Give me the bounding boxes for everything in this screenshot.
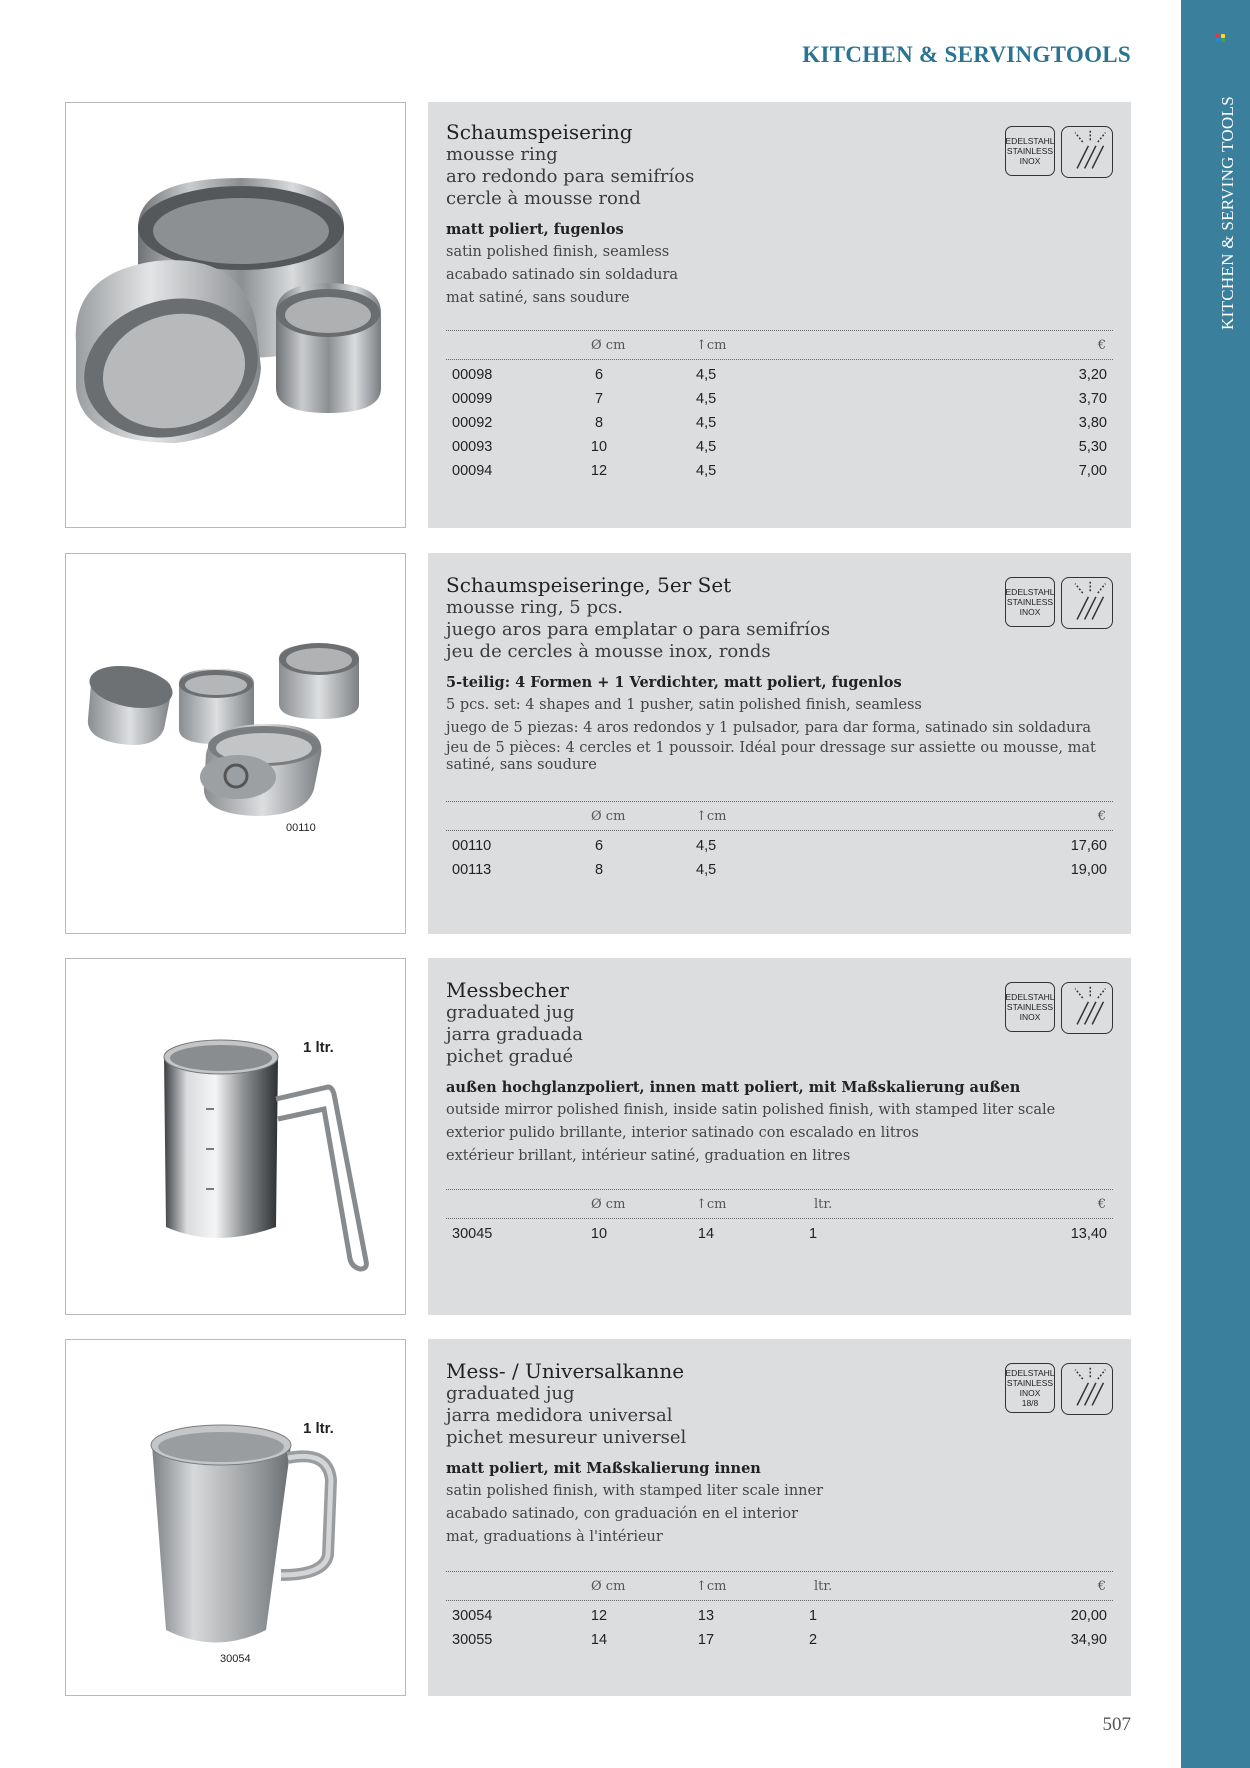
price-table xyxy=(446,801,1113,881)
page-number: 507 xyxy=(1102,1714,1131,1735)
product-desc-es: juego de 5 piezas: 4 aros redondos y 1 pulsador, para dar forma, satinado sin soldadura xyxy=(446,720,1092,736)
table-row: 00098 6 4,5 3,20 xyxy=(452,367,1107,383)
product-image-measuring-cup xyxy=(65,958,406,1315)
stainless-steel-badge: EDELSTAHL STAINLESS INOX xyxy=(1005,126,1055,176)
header-liter: ltr. xyxy=(814,1197,833,1212)
product-desc-fr: mat, graduations à l'intérieur xyxy=(446,1529,663,1545)
product-panel-mousse-ring-set xyxy=(428,553,1131,934)
table-header xyxy=(446,1189,1113,1219)
table-row: 30054 12 13 1 20,00 xyxy=(452,1608,1107,1624)
header-diameter: Ø cm xyxy=(591,1197,626,1212)
table-row: 30055 14 17 2 34,90 xyxy=(452,1632,1107,1648)
product-desc-de: matt poliert, fugenlos xyxy=(446,221,624,238)
header-price: € xyxy=(1097,1197,1106,1212)
image-code-label: 00110 xyxy=(286,822,316,834)
header-price: € xyxy=(1097,338,1106,353)
product-title-es: juego aros para emplatar o para semifríos xyxy=(446,619,831,640)
side-section-label: KITCHEN & SERVING TOOLS xyxy=(1218,96,1237,330)
product-title-es: aro redondo para semifríos xyxy=(446,166,695,187)
table-row: 00113 8 4,5 19,00 xyxy=(452,862,1107,878)
header-height: ↑cm xyxy=(696,809,727,824)
table-header xyxy=(446,1571,1113,1601)
product-desc-en: satin polished finish, with stamped liter scale inner xyxy=(446,1483,824,1499)
product-title: Messbecher xyxy=(446,978,569,1002)
header-liter: ltr. xyxy=(814,1579,833,1594)
side-strip xyxy=(1181,0,1250,1768)
product-desc-de: außen hochglanzpoliert, innen matt poliert, mit Maßskalierung außen xyxy=(446,1079,1021,1096)
header-price: € xyxy=(1097,1579,1106,1594)
product-desc-es: acabado satinado, con graduación en el interior xyxy=(446,1506,799,1522)
product-title: Schaumspeiseringe, 5er Set xyxy=(446,573,732,597)
stainless-steel-badge: EDELSTAHL STAINLESS INOX xyxy=(1005,982,1055,1032)
product-image-universal-jug xyxy=(65,1339,406,1696)
product-title: Mess- / Universalkanne xyxy=(446,1359,685,1383)
product-title-en: graduated jug xyxy=(446,1383,575,1404)
product-desc-es: exterior pulido brillante, interior satinado con escalado en litros xyxy=(446,1125,919,1141)
product-title: Schaumspeisering xyxy=(446,120,633,144)
color-marks xyxy=(1216,34,1226,42)
product-title-en: mousse ring xyxy=(446,144,558,165)
product-desc-en: 5 pcs. set: 4 shapes and 1 pusher, satin polished finish, seamless xyxy=(446,697,922,713)
header-diameter: Ø cm xyxy=(591,809,626,824)
product-title-es: jarra medidora universal xyxy=(446,1405,673,1426)
product-image-mousse-ring-set xyxy=(65,553,406,934)
header-diameter: Ø cm xyxy=(591,338,626,353)
product-title-en: mousse ring, 5 pcs. xyxy=(446,597,624,618)
product-panel-measuring-cup xyxy=(428,958,1131,1315)
capacity-label: 1 ltr. xyxy=(303,1420,334,1437)
product-title-fr: cercle à mousse rond xyxy=(446,188,641,209)
header-height: ↑cm xyxy=(696,1197,727,1212)
table-row: 30045 10 14 1 13,40 xyxy=(452,1226,1107,1242)
header-diameter: Ø cm xyxy=(591,1579,626,1594)
header-price: € xyxy=(1097,809,1106,824)
stainless-steel-badge: EDELSTAHL STAINLESS INOX 18/8 xyxy=(1005,1363,1055,1413)
price-table xyxy=(446,1189,1113,1245)
product-title-fr: pichet gradué xyxy=(446,1046,574,1067)
product-desc-de: 5-teilig: 4 Formen + 1 Verdichter, matt poliert, fugenlos xyxy=(446,674,902,691)
product-title-en: graduated jug xyxy=(446,1002,575,1023)
table-row: 00093 10 4,5 5,30 xyxy=(452,439,1107,455)
table-row: 00094 12 4,5 7,00 xyxy=(452,463,1107,479)
stainless-steel-badge: EDELSTAHL STAINLESS INOX xyxy=(1005,577,1055,627)
capacity-label: 1 ltr. xyxy=(303,1039,334,1056)
price-table xyxy=(446,330,1113,482)
product-desc-fr: mat satiné, sans soudure xyxy=(446,290,630,306)
product-desc-en: outside mirror polished finish, inside satin polished finish, with stamped liter scale xyxy=(446,1102,1056,1118)
product-desc-de: matt poliert, mit Maßskalierung innen xyxy=(446,1460,761,1477)
product-image-mousse-rings xyxy=(65,102,406,528)
image-code-label: 30054 xyxy=(220,1653,251,1665)
product-desc-en: satin polished finish, seamless xyxy=(446,244,670,260)
page-title: KITCHEN & SERVINGTOOLS xyxy=(802,42,1131,67)
product-desc-fr: extérieur brillant, intérieur satiné, graduation en litres xyxy=(446,1148,851,1164)
table-row: 00099 7 4,5 3,70 xyxy=(452,391,1107,407)
header-height: ↑cm xyxy=(696,338,727,353)
product-title-fr: jeu de cercles à mousse inox, ronds xyxy=(446,641,771,662)
table-row: 00092 8 4,5 3,80 xyxy=(452,415,1107,431)
header-height: ↑cm xyxy=(696,1579,727,1594)
product-title-es: jarra graduada xyxy=(446,1024,583,1045)
table-header xyxy=(446,330,1113,360)
product-desc-fr: jeu de 5 pièces: 4 cercles et 1 poussoir. Idéal pour dressage sur assiette ou mousse, mat satiné, sans soudure xyxy=(446,740,1096,773)
table-header xyxy=(446,801,1113,831)
product-title-fr: pichet mesureur universel xyxy=(446,1427,687,1448)
product-desc-es: acabado satinado sin soldadura xyxy=(446,267,679,283)
product-panel-mousse-ring xyxy=(428,102,1131,528)
product-panel-universal-jug xyxy=(428,1339,1131,1696)
table-row: 00110 6 4,5 17,60 xyxy=(452,838,1107,854)
price-table xyxy=(446,1571,1113,1651)
